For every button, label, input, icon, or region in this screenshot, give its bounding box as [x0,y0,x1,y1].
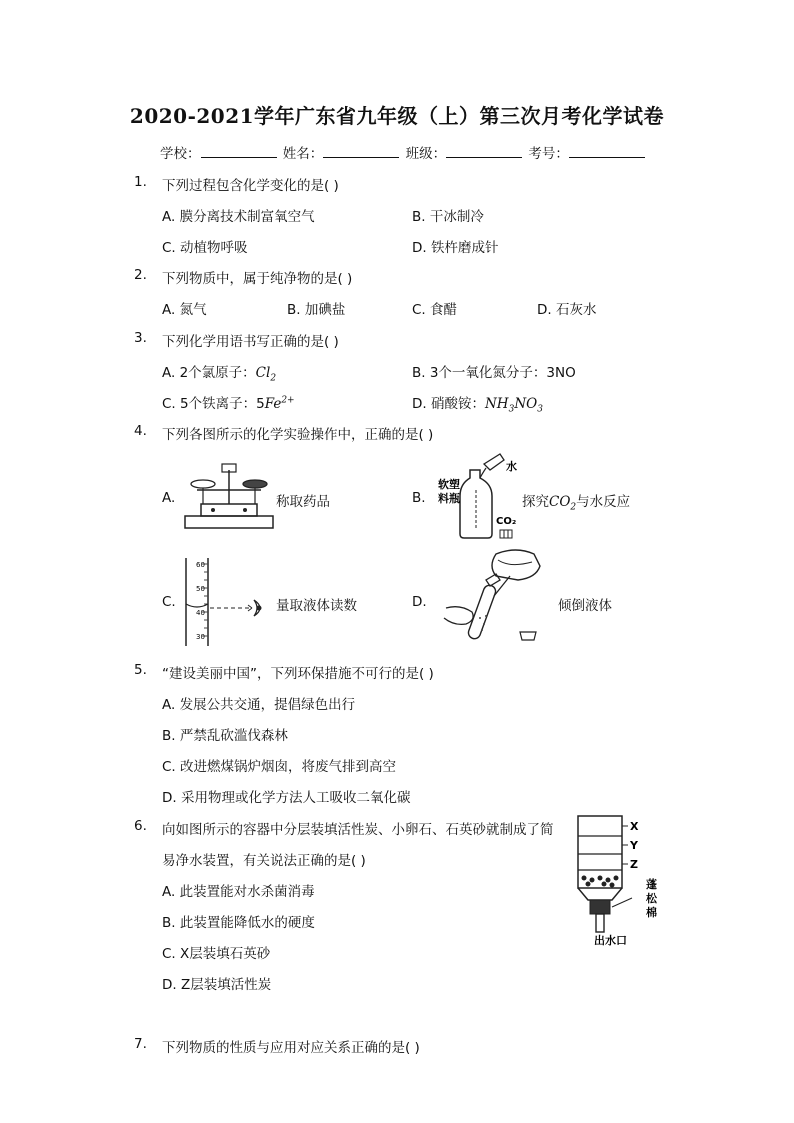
svg-text:棉: 棉 [646,906,657,919]
school-blank[interactable] [201,145,277,158]
svg-text:出水口: 出水口 [594,934,627,947]
option-c[interactable] [162,392,295,412]
option-d-caption: 倾倒液体 [558,598,612,614]
question-number: 4. [134,423,147,439]
option-b[interactable]: B. 干冰制冷 [412,209,484,225]
formula-fe: $Fe^{2+}$ [264,395,295,412]
balance-scale-icon [183,462,275,530]
formula-cl2: $Cl_2$ [255,365,277,384]
page-title: 2020-2021学年广东省九年级（上）第三次月考化学试卷 [129,104,665,128]
question-number: 7. [134,1036,147,1052]
plastic-bottle-icon [436,450,520,544]
svg-text:CO₂: CO₂ [496,516,517,527]
question-number: 6. [134,818,147,834]
option-c-caption: 量取液体读数 [276,598,357,614]
graduated-cylinder-icon [182,556,278,648]
option-d[interactable]: D. [412,594,427,610]
school-label: 学校： [160,146,201,162]
option-d[interactable]: D. 铁杵磨成针 [412,240,499,256]
svg-text:X: X [630,820,639,833]
question-number: 1. [134,174,147,190]
svg-text:30: 30 [196,633,205,641]
question-number: 2. [134,267,147,283]
question-text-continued: 易净水装置，有关说法正确的是( ) [162,853,366,869]
formula-co2: $CO_2$ [549,494,577,513]
option-d[interactable] [412,392,543,415]
option-a[interactable]: A. 膜分离技术制富氧空气 [162,209,315,225]
option-c-label: C. 5个铁离子：5 [162,396,265,412]
name-label: 姓名： [282,146,324,162]
option-c[interactable]: C. 动植物呼吸 [162,240,248,256]
exam-no-label: 考号： [528,146,569,162]
question-text: 下列物质的性质与应用对应关系正确的是( ) [162,1040,420,1056]
option-d[interactable]: D. 石灰水 [537,302,597,318]
option-a[interactable]: A. [162,490,176,506]
water-filter-icon [574,812,666,948]
svg-text:软塑: 软塑 [438,478,460,491]
option-a[interactable]: A. 氮气 [162,302,207,318]
formula-nh4no3: $NH_3NO_3$ [484,396,543,415]
option-c[interactable]: C. [162,594,176,610]
option-a[interactable]: A. 此装置能对水杀菌消毒 [162,884,315,900]
svg-text:Y: Y [630,839,638,852]
option-b[interactable]: B. 严禁乱砍滥伐森林 [162,728,288,744]
class-blank[interactable] [446,145,522,158]
option-a[interactable]: A. 发展公共交通，提倡绿色出行 [162,697,356,713]
option-d[interactable]: D. Z层装填活性炭 [162,977,272,993]
question-text: 下列化学用语书写正确的是( ) [162,334,339,350]
option-d-label: D. 硝酸铵： [412,396,485,412]
svg-text:60: 60 [196,561,205,569]
question-text: 下列物质中，属于纯净物的是( ) [162,271,353,287]
svg-text:料瓶: 料瓶 [438,492,460,505]
option-c[interactable]: C. X层装填石英砂 [162,946,271,962]
option-a-caption: 称取药品 [276,494,330,510]
option-b[interactable]: B. 3个一氧化氮分子：3NO [412,365,576,381]
class-label: 班级： [405,146,447,162]
svg-text:蓬: 蓬 [646,878,657,891]
question-number: 5. [134,662,147,678]
pouring-liquid-icon [436,546,556,648]
svg-text:50: 50 [196,585,205,593]
svg-text:水: 水 [506,460,517,473]
svg-text:松: 松 [646,892,657,905]
option-b[interactable]: B. [412,490,426,506]
question-text: 向如图所示的容器中分层装填活性炭、小卵石、石英砂就制成了简 [162,822,554,838]
name-blank[interactable] [323,145,399,158]
exam-no-blank[interactable] [569,145,645,158]
question-number: 3. [134,330,147,346]
option-c[interactable]: C. 食醋 [412,302,458,318]
svg-text:40: 40 [196,609,205,617]
option-b[interactable]: B. 此装置能降低水的硬度 [162,915,315,931]
question-text: 下列过程包含化学变化的是( ) [162,178,339,194]
option-a[interactable] [162,361,276,384]
option-d[interactable]: D. 采用物理或化学方法人工吸收二氧化碳 [162,790,411,806]
option-b-caption: 探究$CO_2$与水反应 [522,494,631,513]
svg-text:Z: Z [630,858,638,871]
option-b[interactable]: B. 加碘盐 [287,302,346,318]
option-c[interactable]: C. 改进燃煤锅炉烟囱，将废气排到高空 [162,759,397,775]
student-info-row [160,142,647,162]
question-text: 下列各图所示的化学实验操作中，正确的是( ) [162,427,434,443]
question-text: “建设美丽中国”，下列环保措施不可行的是( ) [162,666,434,682]
option-a-label: A. 2个氯原子： [162,365,256,381]
